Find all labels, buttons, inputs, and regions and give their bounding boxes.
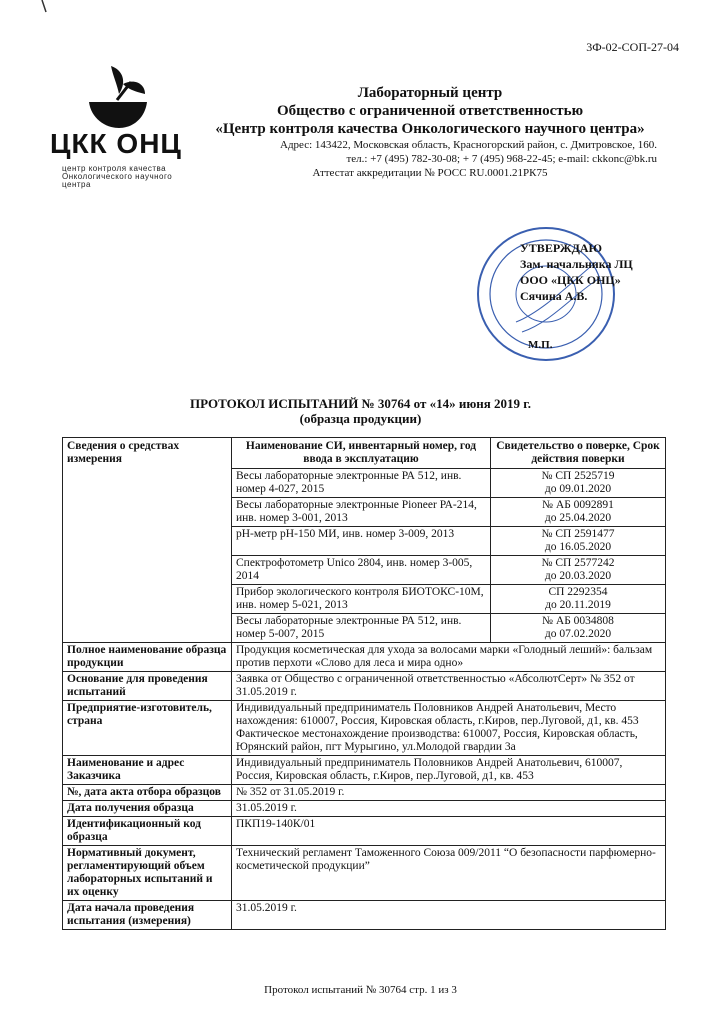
info-row <box>63 756 666 785</box>
instrument-certificate <box>491 614 666 643</box>
info-label: Дата начала проведения испытания (измерения) <box>63 901 232 930</box>
instrument-name: Спектрофотометр Unico 2804, инв. номер 3-005, 2014 <box>232 556 491 585</box>
instrument-name: Весы лабораторные электронные РА 512, инв. номер 4-027, 2015 <box>232 469 491 498</box>
protocol-title-main: ПРОТОКОЛ ИСПЫТАНИЙ № 30764 от «14» июня 2019 г. <box>190 396 531 411</box>
header-accreditation: Аттестат аккредитации № РОСС RU.0001.21РК75 <box>312 167 548 179</box>
instruments-header-row <box>63 438 666 469</box>
header-line-1: Лабораторный центр <box>357 85 503 101</box>
instrument-name: Прибор экологического контроля БИОТОКС-10М, инв. номер 5-021, 2013 <box>232 585 491 614</box>
info-row <box>63 701 666 756</box>
instrument-certificate <box>491 469 666 498</box>
approval-line-2: Зам. начальника ЛЦ <box>520 257 633 271</box>
info-value: 31.05.2019 г. <box>232 901 666 930</box>
info-label: Предприятие-изготовитель, страна <box>63 701 232 756</box>
page-footer: Протокол испытаний № 30764 стр. 1 из 3 <box>264 984 457 996</box>
logo-subtitle-line1: центр контроля качества <box>62 164 167 173</box>
instrument-certificate <box>491 556 666 585</box>
col-name-header: Наименование СИ, инвентарный номер, год ввода в эксплуатацию <box>232 438 491 469</box>
certificate-number: № АБ 0092891 <box>542 499 614 511</box>
info-value: Заявка от Общество с ограниченной ответственностью «АбсолютСерт» № 352 от 31.05.2019 г. <box>232 672 666 701</box>
company-header <box>195 84 665 180</box>
certificate-validity: до 20.03.2020 <box>544 570 612 582</box>
document-code: 3Ф-02-СОП-27-04 <box>586 40 679 54</box>
approval-line-1: УТВЕРЖДАЮ <box>520 241 603 255</box>
logo-name: ЦКК ОНЦ <box>50 128 182 159</box>
instrument-certificate <box>491 498 666 527</box>
instrument-name: Весы лабораторные электронные Pioneer РА-214, инв. номер 3-001, 2013 <box>232 498 491 527</box>
protocol-title <box>0 396 721 426</box>
certificate-validity: до 16.05.2020 <box>544 541 612 553</box>
info-row <box>63 643 666 672</box>
protocol-title-sub: (образца продукции) <box>299 411 422 426</box>
info-row <box>63 785 666 801</box>
header-line-2: Общество с ограниченной ответственностью <box>276 103 584 119</box>
certificate-number: № АБ 0034808 <box>542 615 614 627</box>
info-label: Наименование и адрес Заказчика <box>63 756 232 785</box>
certificate-validity: до 25.04.2020 <box>544 512 612 524</box>
info-label: Основание для проведения испытаний <box>63 672 232 701</box>
info-row <box>63 901 666 930</box>
info-label: Нормативный документ, регламентирующий объем лабораторных испытаний и их оценку <box>63 846 232 901</box>
certificate-validity: до 07.02.2020 <box>544 628 612 640</box>
instrument-name: Весы лабораторные электронные РА 512, инв. номер 5-007, 2015 <box>232 614 491 643</box>
info-row <box>63 672 666 701</box>
instrument-certificate <box>491 527 666 556</box>
info-label: Дата получения образца <box>63 801 232 817</box>
certificate-number: № СП 2577242 <box>541 557 615 569</box>
approval-block <box>520 240 633 304</box>
logo-subtitle-line2: Онкологического научного центра <box>62 172 173 189</box>
info-value: Индивидуальный предприниматель Половников Андрей Анатольевич, Место нахождения: 610007, Россия, Кировская область, г.Киров, пер.Луговой, д1, кв. 453 Фактическое местонахождение производства: 610007, Россия, Кировская область, Юрянский район, пгт Мурыгино, ул.Молодой гвардии 3а <box>232 701 666 756</box>
stamp-mp-label: М.П. <box>528 339 553 351</box>
info-row <box>63 801 666 817</box>
info-label: Полное наименование образца продукции <box>63 643 232 672</box>
col-cert-header: Свидетельство о поверке, Срок действия поверки <box>491 438 666 469</box>
info-value: Индивидуальный предприниматель Половников Андрей Анатольевич, 610007, Россия, Кировская область, г.Киров, пер.Луговой, д1, кв. 453 <box>232 756 666 785</box>
header-contacts: тел.: +7 (495) 782-30-08; + 7 (495) 968-22-45; e-mail: ckkonc@bk.ru <box>346 153 657 165</box>
approval-line-4: Сячина А.В. <box>520 289 588 303</box>
info-value: 31.05.2019 г. <box>232 801 666 817</box>
info-value: ПКП19-140К/01 <box>232 817 666 846</box>
info-value: № 352 от 31.05.2019 г. <box>232 785 666 801</box>
company-logo <box>48 62 198 192</box>
info-row <box>63 846 666 901</box>
certificate-validity: до 09.01.2020 <box>544 483 612 495</box>
protocol-table <box>62 437 666 930</box>
approval-line-3: ООО «ЦКК ОНЦ» <box>520 273 621 287</box>
logo-subtitle <box>62 165 198 189</box>
header-address: Адрес: 143422, Московская область, Красногорский район, с. Дмитровское, 160. <box>280 139 657 151</box>
certificate-number: № СП 2525719 <box>541 470 615 482</box>
info-label: Идентификационный код образца <box>63 817 232 846</box>
certificate-number: № СП 2591477 <box>541 528 615 540</box>
instruments-label: Сведения о средствах измерения <box>63 438 232 643</box>
header-line-3: «Центр контроля качества Онкологического научного центра» <box>215 121 645 137</box>
instrument-certificate <box>491 585 666 614</box>
corner-mark <box>40 0 54 14</box>
instrument-name: рН-метр рН-150 МИ, инв. номер 3-009, 2013 <box>232 527 491 556</box>
info-row <box>63 817 666 846</box>
info-label: №, дата акта отбора образцов <box>63 785 232 801</box>
certificate-number: СП 2292354 <box>548 586 608 598</box>
mortar-leaf-icon <box>83 62 153 132</box>
info-value: Технический регламент Таможенного Союза 009/2011 “О безопасности парфюмерно-косметической продукции” <box>232 846 666 901</box>
info-value: Продукция косметическая для ухода за волосами марки «Голодный леший»: бальзам против перхоти «Слово для леса и мира одно» <box>232 643 666 672</box>
certificate-validity: до 20.11.2019 <box>545 599 611 611</box>
